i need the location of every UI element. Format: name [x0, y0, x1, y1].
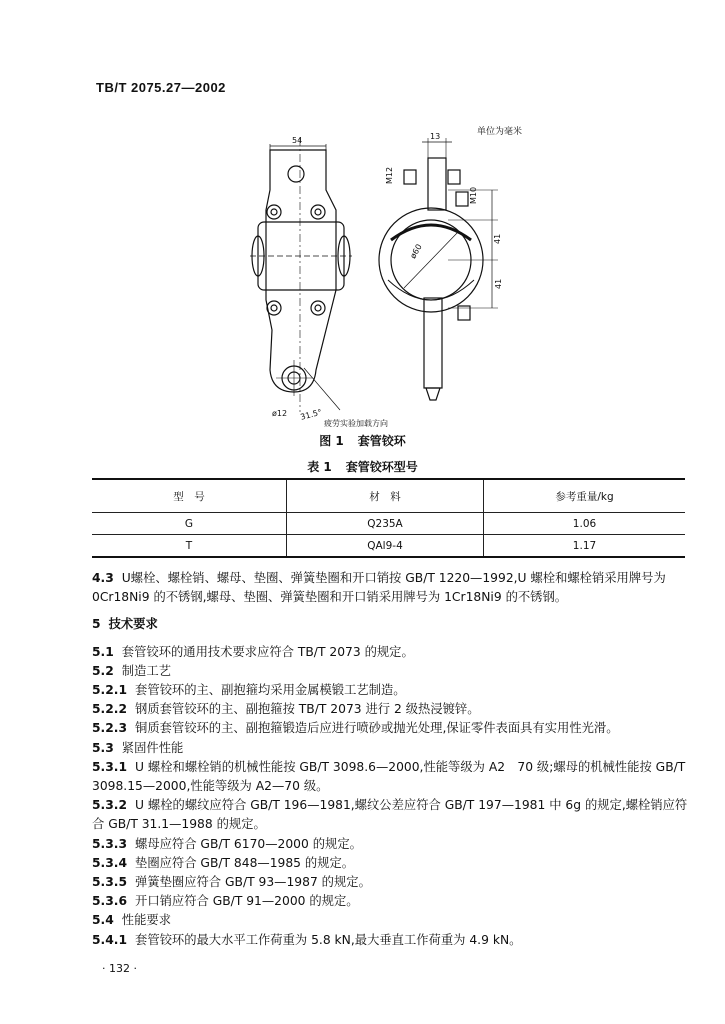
section-heading-5: 5 技术要求: [92, 617, 158, 632]
bolt-bottom-left: [267, 301, 281, 315]
arm-outline: [266, 150, 336, 392]
paragraph-5-3-5: 5.3.5 弹簧垫圈应符合 GB/T 93—1987 的规定。: [92, 875, 371, 890]
nut-top: [404, 170, 416, 184]
paragraph-5-3-4: 5.3.4 垫圈应符合 GB/T 848—1985 的规定。: [92, 855, 355, 870]
paragraph-5-1: 5.1 套管铰环的通用技术要求应符合 TB/T 2073 的规定。: [92, 644, 414, 659]
paragraph-5-4: 5.4 性能要求: [92, 913, 171, 928]
dim-m10: M10: [469, 186, 478, 204]
top-hole: [288, 166, 304, 182]
dim-angle: 31.5°: [299, 407, 323, 422]
dim-54: 54: [292, 136, 303, 145]
bolt-top-left: [267, 205, 281, 219]
paragraph-5-3-6: 5.3.6 开口销应符合 GB/T 91—2000 的规定。: [92, 894, 359, 909]
dim-phi12: ø12: [272, 409, 288, 418]
unit-note: 单位为毫米: [477, 127, 523, 137]
table-row: [92, 535, 685, 558]
dim-41-top: 41: [493, 233, 502, 244]
dim-41-bottom: 41: [494, 278, 503, 289]
load-direction-note: 疲劳实验加载方向: [324, 419, 388, 428]
header-model: 型 号: [92, 479, 287, 513]
cell-material: Q235A: [287, 513, 484, 535]
nut-top-right: [448, 170, 460, 184]
spec-table: [92, 478, 685, 558]
bolt-top-right: [311, 205, 325, 219]
standard-header: TB/T 2075.27—2002: [96, 80, 226, 95]
figure-drawing: [236, 130, 536, 430]
dim-m12: M12: [385, 166, 394, 184]
paragraph-5-2-2: 5.2.2 钢质套管铰环的主、副抱箍按 TB/T 2073 进行 2 级热浸镀锌。: [92, 702, 480, 717]
bolt-bottom-right: [311, 301, 325, 315]
table-header-row: [92, 479, 685, 513]
table-caption: [0, 458, 725, 475]
cell-material: QAl9-4: [287, 535, 484, 558]
paragraph-4-3: 4.3 U螺栓、螺栓销、螺母、垫圈、弹簧垫圈和开口销按 GB/T 1220—1992,U 螺栓和螺栓销采用牌号为 0Cr18Ni9 的不锈钢,螺母、垫圈、弹簧垫圈和开口销采用牌号为 1Cr18Ni9 的不锈钢。: [92, 571, 666, 605]
paragraph-5-4-1: 5.4.1 套管铰环的最大水平工作荷重为 5.8 kN,最大垂直工作荷重为 4.9 kN。: [92, 932, 522, 947]
paragraph-5-3-2: 5.3.2 U 螺栓的螺纹应符合 GB/T 196—1981,螺纹公差应符合 GB/T 197—1981 中 6g 的规定,螺栓销应符合 GB/T 31.1—1988 的规定。: [92, 798, 688, 832]
figure-caption-title: 套管铰环: [357, 434, 406, 448]
dim-phi60: ø60: [408, 242, 424, 261]
page-number: · 132 ·: [102, 962, 137, 975]
cell-model: G: [92, 513, 287, 535]
dim-13: 13: [430, 132, 441, 141]
figure-caption-number: 图 1: [319, 434, 344, 448]
cell-weight: 1.06: [484, 513, 686, 535]
table-row: [92, 513, 685, 535]
table-caption-title: 套管铰环型号: [345, 460, 418, 474]
nut-mid: [456, 192, 468, 206]
bracket-top: [428, 158, 446, 210]
paragraph-5-2-3: 5.2.3 铜质套管铰环的主、副抱箍锻造后应进行喷砂或抛光处理,保证零件表面具有实用性光滑。: [92, 721, 619, 736]
cell-model: T: [92, 535, 287, 558]
figure-caption: [0, 432, 725, 449]
cell-weight: 1.17: [484, 535, 686, 558]
paragraph-5-2: 5.2 制造工艺: [92, 663, 171, 678]
header-material: 材 料: [287, 479, 484, 513]
header-weight: 参考重量/kg: [484, 479, 686, 513]
paragraph-5-3-1: 5.3.1 U 螺栓和螺栓销的机械性能按 GB/T 3098.6—2000,性能等级为 A2 70 级;螺母的机械性能按 GB/T 3098.15—2000,性能等级为 A2—70 级。: [92, 759, 686, 794]
paragraph-5-2-1: 5.2.1 套管铰环的主、副抱箍均采用金属模锻工艺制造。: [92, 683, 406, 698]
paragraph-5-3: 5.3 紧固件性能: [92, 740, 184, 755]
body-text: [92, 569, 688, 950]
paragraph-5-3-3: 5.3.3 螺母应符合 GB/T 6170—2000 的规定。: [92, 836, 362, 851]
table-caption-number: 表 1: [307, 460, 332, 474]
